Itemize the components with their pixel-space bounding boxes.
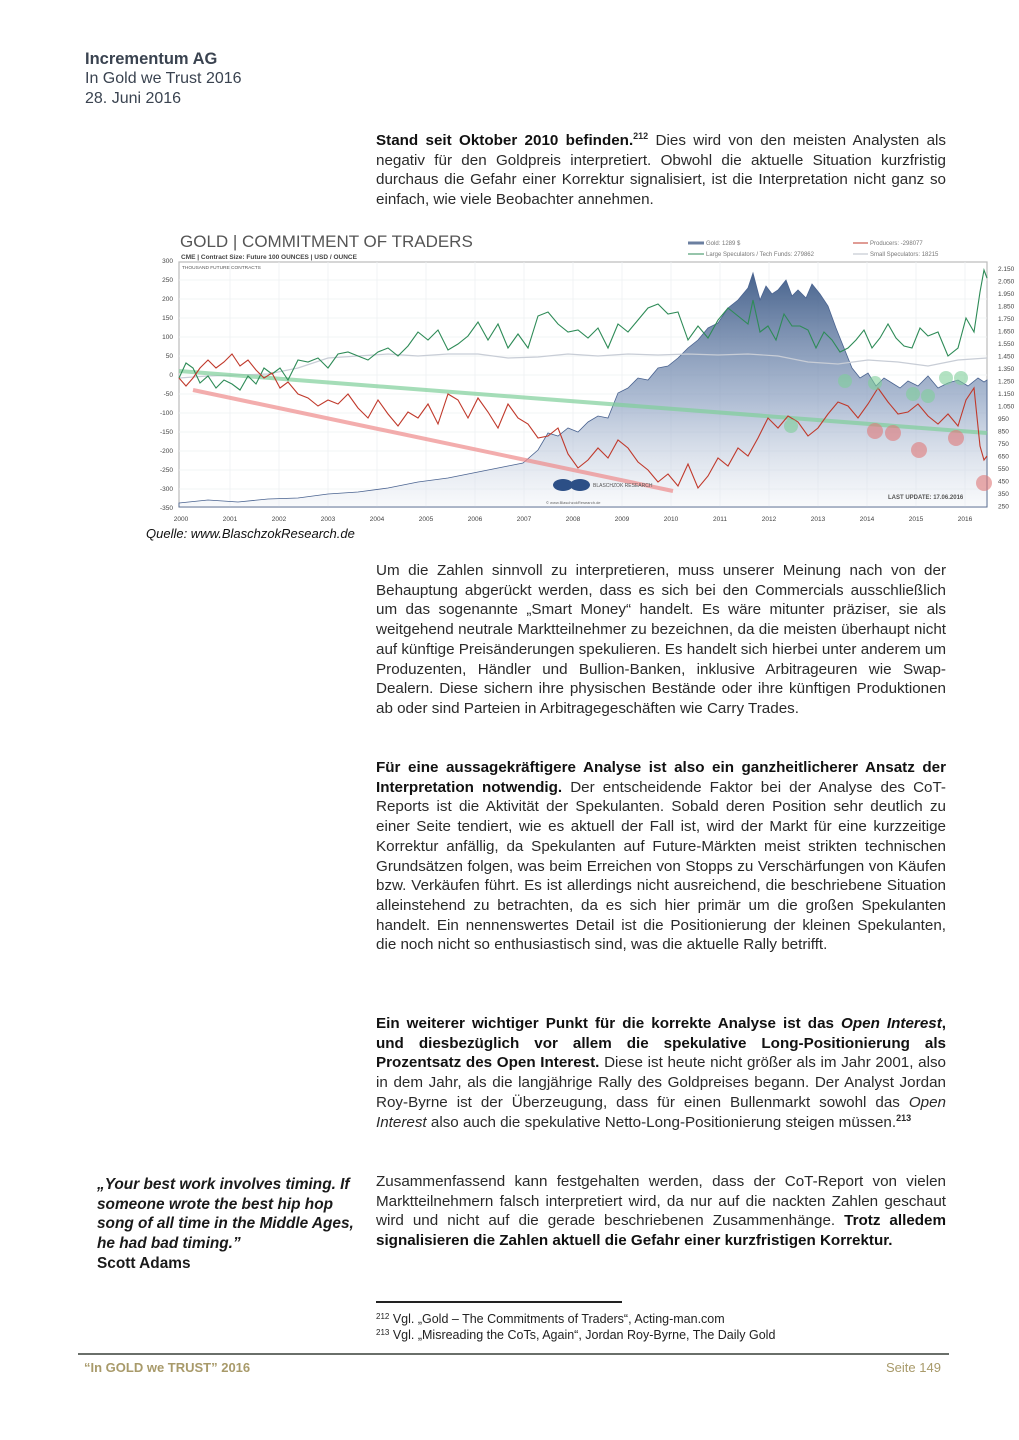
svg-text:250: 250 <box>998 503 1009 511</box>
legend-small-speculators: Small Speculators: 18215 <box>870 252 939 258</box>
svg-text:1.750: 1.750 <box>998 316 1015 323</box>
paragraph-1 <box>376 131 946 210</box>
svg-text:BLASCHZOK RESEARCH: BLASCHZOK RESEARCH <box>593 483 653 489</box>
svg-text:100: 100 <box>162 334 173 341</box>
report-title: In Gold we Trust 2016 <box>85 70 242 87</box>
chart-subtitle: CME | Contract Size: Future 100 OUNCES | USD / OUNCE <box>181 254 357 261</box>
report-date: 28. Juni 2016 <box>85 90 182 107</box>
left-axis <box>160 258 173 512</box>
svg-text:150: 150 <box>162 315 173 322</box>
svg-text:-100: -100 <box>159 410 173 417</box>
svg-text:550: 550 <box>998 466 1009 473</box>
legend-gold: Gold: 1289 $ <box>706 241 741 247</box>
svg-text:2012: 2012 <box>761 516 777 523</box>
svg-text:650: 650 <box>998 453 1009 461</box>
svg-text:1.650: 1.650 <box>998 328 1015 336</box>
svg-text:2011: 2011 <box>713 516 727 523</box>
legend-large-speculators: Large Speculators / Tech Funds: 279862 <box>706 252 814 258</box>
svg-text:2005: 2005 <box>418 516 434 523</box>
svg-text:2010: 2010 <box>663 516 679 523</box>
svg-text:1.550: 1.550 <box>998 341 1015 348</box>
right-axis <box>998 266 1015 511</box>
x-axis <box>174 516 973 523</box>
svg-text:350: 350 <box>998 491 1009 498</box>
svg-text:2001: 2001 <box>222 516 238 523</box>
paragraph-4-italic-1: Open Interest <box>841 1015 942 1032</box>
cot-chart <box>148 228 1018 528</box>
paragraph-4-bold-1: Ein weiterer wichtiger Punkt für die korrekte Analyse ist das <box>376 1015 842 1032</box>
svg-text:1.450: 1.450 <box>998 353 1015 361</box>
paragraph-5-text: Zusammenfassend kann festgehalten werden, dass der CoT-Report von vielen Marktteilnehmern falsch interpretiert wird, da nur auf die nackten Zahlen geschaut wird und nicht auf die gerade beschriebenen Zusammenhänge. <box>376 1173 946 1230</box>
svg-text:950: 950 <box>998 416 1009 423</box>
footer-separator <box>78 1353 949 1355</box>
paragraph-1-bold: Stand seit Oktober 2010 befinden. <box>376 132 634 149</box>
svg-text:50: 50 <box>165 353 173 360</box>
svg-text:0: 0 <box>169 372 173 379</box>
svg-text:2002: 2002 <box>271 516 287 523</box>
svg-text:-300: -300 <box>159 486 173 493</box>
svg-text:250: 250 <box>162 277 173 284</box>
svg-text:1.850: 1.850 <box>998 303 1015 311</box>
svg-text:-200: -200 <box>159 448 173 455</box>
svg-text:1.250: 1.250 <box>998 378 1015 386</box>
paragraph-4 <box>376 1014 946 1132</box>
svg-text:2009: 2009 <box>614 516 630 523</box>
chart-title: GOLD | COMMITMENT OF TRADERS <box>180 232 473 251</box>
footnote-ref-213: 213 <box>896 1112 912 1123</box>
svg-text:750: 750 <box>998 441 1009 448</box>
footnote-213: $^{213}$ Vgl. „Misreading the CoTs, Again“, Jordan Roy-Byrne, The Daily Gold <box>376 1328 776 1342</box>
svg-text:2.050: 2.050 <box>998 278 1015 286</box>
svg-text:-150: -150 <box>159 429 173 436</box>
company-name: Incrementum AG <box>85 50 218 68</box>
paragraph-4-bold-2: , und diesbezüglich vor allem die spekulative Long-Positionierung als Prozentsatz des Open Interest. <box>376 1015 946 1072</box>
sidebar-quote <box>97 1175 367 1274</box>
paragraph-2 <box>376 561 946 719</box>
footer-title: “In GOLD we TRUST” 2016 <box>84 1360 251 1375</box>
svg-text:2007: 2007 <box>516 516 532 523</box>
paragraph-4-text-1: Diese ist heute nicht größer als im Jahr 2001, also in dem Jahr, als die langjährige Rally des Goldpreises begann. Der Analyst Jordan Roy-Byrne ist der Überzeugung, dass für einen Bullenmarkt sowohl das <box>376 1054 946 1111</box>
footnote-ref-212: 212 <box>633 131 649 141</box>
document-header <box>85 49 242 109</box>
quote-author: Scott Adams <box>97 1254 191 1272</box>
footnote-separator <box>376 1301 622 1303</box>
svg-text:300: 300 <box>162 258 173 265</box>
chart-legend <box>688 241 939 258</box>
paragraph-5-bold: Trotz alledem signalisieren die Zahlen aktuell die Gefahr einer kurzfristigen Korrektur. <box>376 1212 946 1250</box>
chart-source-caption: Quelle: www.BlaschzokResearch.de <box>146 526 355 541</box>
svg-text:1.950: 1.950 <box>998 291 1015 298</box>
svg-text:2015: 2015 <box>908 516 924 523</box>
svg-text:850: 850 <box>998 428 1009 436</box>
quote-text: „Your best work involves timing. If someone wrote the best hip hop song of all time in the Middle Ages, he had bad timing.” <box>97 1176 354 1253</box>
svg-text:-350: -350 <box>159 505 173 512</box>
svg-text:2000: 2000 <box>173 516 189 523</box>
legend-producers: Producers: -298077 <box>870 241 923 247</box>
paragraph-3 <box>376 758 946 955</box>
svg-text:-50: -50 <box>163 391 173 398</box>
svg-text:1.350: 1.350 <box>998 366 1015 373</box>
svg-text:2016: 2016 <box>957 516 973 523</box>
svg-text:2.150: 2.150 <box>998 266 1015 273</box>
paragraph-4-italic-2: Open Interest <box>376 1093 946 1131</box>
svg-text:2003: 2003 <box>320 516 336 523</box>
paragraph-1-text: Dies wird von den meisten Analysten als negativ für den Goldpreis interpretiert. Obwohl die aktuelle Situation kurzfristig durchaus die Gefahr einer Korrektur signalisiert, ist die Interpretation nicht ganz so einfach, wie viele Beobachter annehmen. <box>376 132 946 209</box>
svg-text:2014: 2014 <box>859 516 875 523</box>
svg-text:200: 200 <box>162 296 173 303</box>
watermark-text: © www.BlaschzokResearch.de <box>546 500 601 505</box>
paragraph-3-bold: Für eine aussagekräftigere Analyse ist also ein ganzheitlicherer Ansatz der Interpretation notwendig. <box>376 759 946 796</box>
svg-text:450: 450 <box>998 478 1009 486</box>
paragraph-5 <box>376 1172 946 1251</box>
svg-text:2004: 2004 <box>369 516 385 523</box>
paragraph-4-text-2: also auch die spekulative Netto-Long-Positionierung steigen müssen. <box>426 1113 897 1131</box>
footnote-212: $^{212}$ Vgl. „Gold – The Commitments of Traders“, Acting-man.com <box>376 1312 725 1326</box>
svg-text:1.050: 1.050 <box>998 403 1015 411</box>
unit-label: THOUSAND FUTURE CONTRACTS <box>182 266 261 271</box>
page-number: Seite 149 <box>886 1360 941 1375</box>
paragraph-3-text: Der entscheidende Faktor bei der Analyse des CoT-Reports ist die Aktivität der Spekulanten. Sobald deren Position sehr deutlich zu einer Seite tendiert, wie es aktuell der Fall ist, wird der Markt für eine kurzzeitige Korrektur anfällig, da Spekulanten auf Future-Märkten meist strikten technischen Grundsätzen folgen, was beim Erreichen von Stopps zu Verschärfungen von Käufen bzw. Verkäufen führt. Es ist allerdings nicht ausreichend, die beschriebene Situation alleinstehend zu betrachten, da es sich hier primär um die großen Spekulanten handelt. Ein nennenswertes Detail ist die Positionierung der kleinen Spekulanten, die noch nicht so enthusiastisch sind, was die aktuelle Rally betrifft. <box>376 778 946 954</box>
paragraph-2-text: Um die Zahlen sinnvoll zu interpretieren, muss unserer Meinung nach von der Behauptung abgerückt werden, dass es sich bei den Commercials ausschließlich um das sogenannte „Smart Money“ handelt. Es wäre mitunter präziser, sie als weitgehend neutrale Marktteilnehmer zu bezeichnen, da die meisten überhaupt nicht auf künftige Preisänderungen spekulieren. Es handelt sich hierbei unter anderem um Produzenten, Händler und Bullion-Banken, inklusive Arbitrageuren wie Swap-Dealern. Diese sichern ihre physischen Bestände oder ihre künftigen Produktionen ab oder sind Parteien in Arbitragegeschäften wie Carry Trades. <box>376 562 946 717</box>
svg-text:2013: 2013 <box>810 516 826 523</box>
svg-text:-250: -250 <box>159 467 173 474</box>
svg-text:1.150: 1.150 <box>998 391 1015 398</box>
last-update: LAST UPDATE: 17.06.2016 <box>888 495 964 501</box>
svg-text:2008: 2008 <box>565 516 581 523</box>
svg-text:2006: 2006 <box>467 516 483 523</box>
